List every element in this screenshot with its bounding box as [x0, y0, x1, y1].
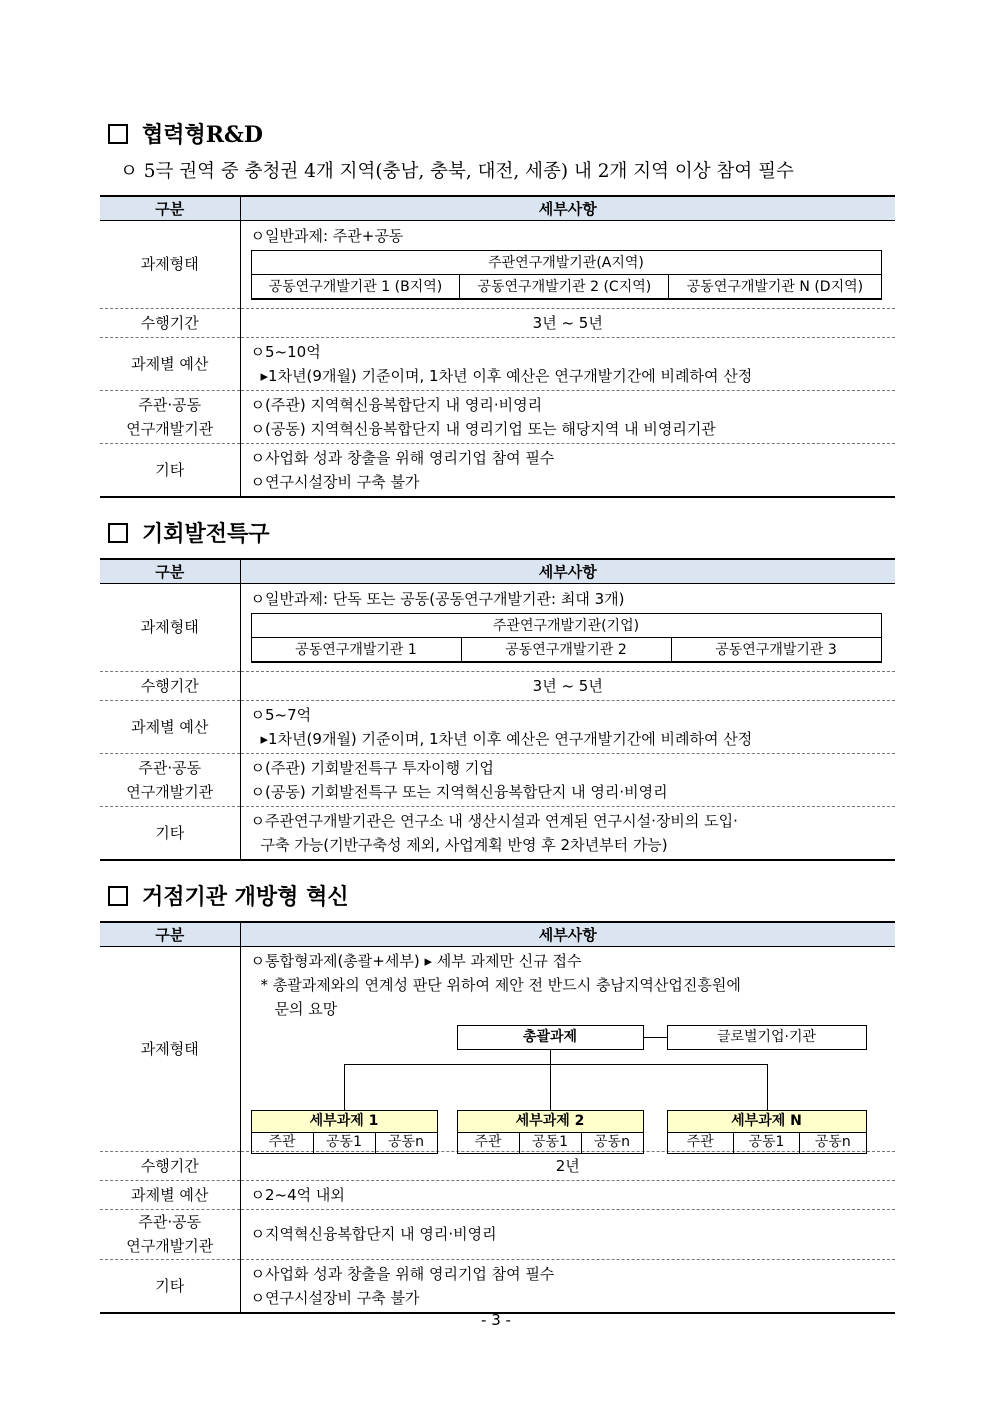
partner-institution: 공동연구개발기관 2 [461, 638, 671, 662]
label-etc: 기타 [100, 443, 240, 497]
budget-amount: ㅇ5~7억 [250, 705, 312, 724]
partner-institution: 공동연구개발기관 1 (B지역) [251, 275, 460, 299]
budget-note: ▸1차년(9개월) 기준이며, 1차년 이후 예산은 연구개발기간에 비례하여 산정 [260, 729, 753, 748]
task-type-text: ㅇ일반과제: 단독 또는 공동(공동연구개발기관: 최대 3개) [250, 590, 625, 609]
etc-line: ㅇ주관연구개발기관은 연구소 내 생산시설과 연계된 연구시설·장비의 도입· [250, 811, 738, 830]
label-institution-sub: 연구개발기관 [126, 419, 214, 438]
checkbox-square-icon [108, 523, 128, 543]
institution-lead: ㅇ(주관) 기회발전특구 투자이행 기업 [250, 758, 494, 777]
sub-task-node [251, 1110, 438, 1154]
label-task-type: 과제형태 [100, 220, 240, 308]
task-type-text: ㅇ통합형과제(총괄+세부) ▸ 세부 과제만 신규 접수 [250, 951, 582, 970]
partner-institution: 공동연구개발기관 1 [251, 638, 461, 662]
sub-task-cell: 공동n [594, 1133, 630, 1150]
institution-lead: ㅇ(주관) 지역혁신융복합단지 내 영리·비영리 [250, 395, 543, 414]
partner-institution: 공동연구개발기관 N (D지역) [669, 275, 881, 299]
header-category: 구분 [100, 922, 240, 946]
etc-line: ㅇ사업화 성과 창출을 위해 영리기업 참여 필수 [250, 448, 555, 467]
section-title-opportunity-zone: 기회발전특구 [108, 517, 270, 548]
label-task-type: 과제형태 [100, 946, 240, 1151]
sub-task-cell: 공동1 [520, 1133, 582, 1153]
institution-partner: ㅇ(공동) 지역혁신융복합단지 내 영리기업 또는 해당지역 내 비영리기관 [250, 419, 716, 438]
lead-institution: 주관연구개발기관(A지역) [251, 251, 881, 275]
checkbox-square-icon [108, 124, 128, 144]
sub-task-cell: 공동1 [734, 1133, 800, 1153]
section-note: ㅇ 5극 권역 중 충청권 4개 지역(충남, 충북, 대전, 세종) 내 2개 지역 이상 참여 필수 [120, 161, 794, 182]
checkbox-square-icon [108, 886, 128, 906]
sub-task-cell: 주관 [252, 1133, 314, 1153]
header-details: 세부사항 [240, 922, 895, 946]
label-institution: 주관·공동 [138, 395, 202, 414]
label-institution: 주관·공동 [138, 758, 202, 777]
budget-amount: ㅇ5~10억 [250, 342, 321, 361]
budget-amount: ㅇ2~4억 내외 [240, 1180, 895, 1209]
org-table [251, 250, 882, 300]
etc-line: ㅇ연구시설장비 구축 불가 [250, 1288, 420, 1307]
etc-line: 구축 가능(기반구축성 제외, 사업계획 반영 후 2차년부터 가능) [260, 835, 668, 854]
connector-line [344, 1064, 767, 1065]
header-details: 세부사항 [240, 196, 895, 220]
connector-line [767, 1064, 768, 1110]
connector-line [644, 1037, 667, 1038]
label-institution: 주관·공동 [138, 1213, 202, 1231]
sub-task-cell: 공동1 [314, 1133, 376, 1153]
label-etc: 기타 [100, 806, 240, 860]
sub-task-cell: 공동n [814, 1133, 851, 1150]
lead-institution: 주관연구개발기관(기업) [251, 614, 881, 638]
institution-lead: ㅇ지역혁신융복합단지 내 영리·비영리 [240, 1209, 895, 1259]
period-value: 2년 [240, 1151, 895, 1180]
section-title-cooperative-rnd: 협력형R&D [108, 118, 263, 149]
period-value: 3년 ~ 5년 [240, 308, 895, 337]
label-period: 수행기간 [100, 1151, 240, 1180]
partner-institution: 공동연구개발기관 2 (C지역) [460, 275, 669, 299]
header-category: 구분 [100, 559, 240, 583]
label-etc: 기타 [100, 1259, 240, 1313]
connector-line [550, 1050, 551, 1064]
partner-institution: 공동연구개발기관 3 [671, 638, 881, 662]
sub-task-title: 세부과제 2 [458, 1111, 643, 1133]
sub-task-title: 세부과제 1 [252, 1111, 437, 1133]
org-main-node: 총괄과제 [457, 1025, 644, 1050]
etc-line: ㅇ연구시설장비 구축 불가 [250, 472, 420, 491]
table-cooperative-rnd [100, 195, 895, 498]
label-budget: 과제별 예산 [100, 700, 240, 753]
task-type-note: * 총괄과제와의 연계성 판단 위하여 제안 전 반드시 충남지역산업진흥원에 [260, 975, 741, 994]
header-category: 구분 [100, 196, 240, 220]
page-number: - 3 - [481, 1311, 511, 1329]
label-institution-sub: 연구개발기관 [126, 782, 214, 801]
sub-task-cell: 주관 [458, 1133, 520, 1153]
header-details: 세부사항 [240, 559, 895, 583]
table-hub-open-innovation [100, 921, 895, 1314]
period-value: 3년 ~ 5년 [240, 671, 895, 700]
connector-line [344, 1064, 345, 1110]
sub-task-title: 세부과제 N [668, 1111, 866, 1133]
task-type-text: ㅇ일반과제: 주관+공동 [250, 227, 404, 246]
label-task-type: 과제형태 [100, 583, 240, 671]
label-period: 수행기간 [100, 671, 240, 700]
budget-note: ▸1차년(9개월) 기준이며, 1차년 이후 예산은 연구개발기간에 비례하여 산정 [260, 366, 753, 385]
connector-line [550, 1064, 551, 1110]
label-budget: 과제별 예산 [100, 337, 240, 390]
table-opportunity-zone [100, 558, 895, 861]
sub-task-node [667, 1110, 867, 1154]
org-chart [251, 1025, 882, 1149]
sub-task-cell: 공동n [388, 1133, 424, 1150]
org-global-node: 글로벌기업·기관 [667, 1025, 867, 1050]
sub-task-node [457, 1110, 644, 1154]
etc-line: ㅇ사업화 성과 창출을 위해 영리기업 참여 필수 [250, 1264, 555, 1283]
sub-task-cell: 주관 [668, 1133, 734, 1153]
label-budget: 과제별 예산 [100, 1180, 240, 1209]
institution-partner: ㅇ(공동) 기회발전특구 또는 지역혁신융복합단지 내 영리·비영리 [250, 782, 668, 801]
label-period: 수행기간 [100, 308, 240, 337]
task-type-note-cont: 문의 요망 [274, 999, 338, 1018]
label-institution-sub: 연구개발기관 [126, 1237, 214, 1255]
section-title-hub-open-innovation: 거점기관 개방형 혁신 [108, 880, 349, 911]
org-table [251, 613, 882, 663]
